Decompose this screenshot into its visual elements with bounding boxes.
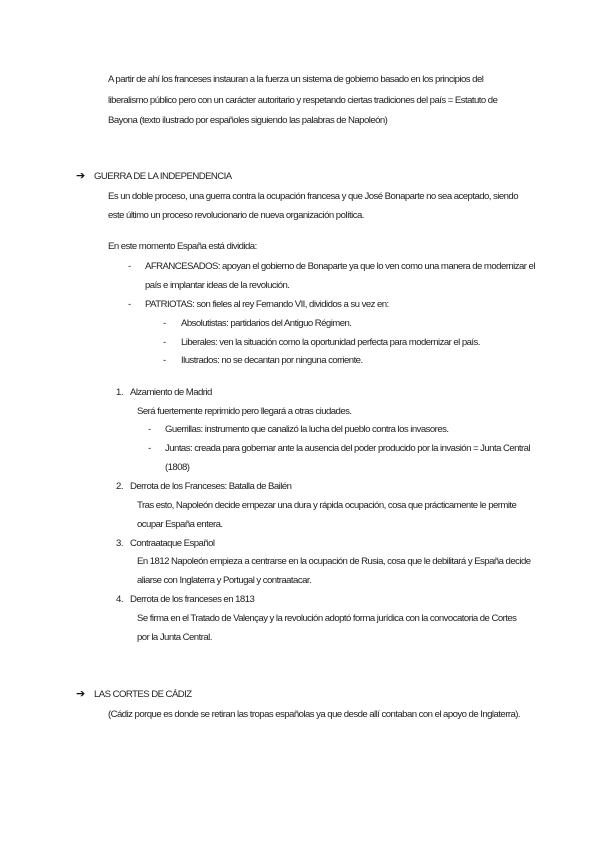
phase-body: Será fuertemente reprimido pero llegará a otras ciudades.: [137, 406, 352, 417]
bullet-dash: -: [148, 443, 152, 454]
section-description: (Cádiz porque es donde se retiran las tropas españolas ya que desde allí contaban con el apoyo de Inglaterra).: [108, 709, 521, 720]
phase-body: aliarse con Inglaterra y Portugal y contraatacar.: [137, 575, 312, 586]
phase-number: 1.: [116, 387, 124, 398]
phase-subitem: Guerrillas: instrumento que canalizó la lucha del pueblo contra los invasores.: [165, 424, 449, 435]
phase-body: Se firma en el Tratado de Valençay y la revolución adoptó forma jurídica con la convocatoria de Cortes: [137, 613, 517, 624]
section-description: este último un proceso revolucionario de nueva organización política.: [108, 210, 364, 221]
subitem-text: Liberales: ven la situación como la oportunidad perfecta para modernizar el país.: [181, 337, 480, 348]
group-text: AFRANCESADOS: apoyan el gobierno de Bonaparte ya que lo ven como una manera de modernizar el: [145, 261, 535, 272]
bullet-dash: -: [163, 337, 167, 348]
intro-line: Bayona (texto ilustrado por españoles siguiendo las palabras de Napoleón): [108, 115, 388, 126]
bullet-dash: -: [128, 299, 132, 310]
right-arrow-icon: ➔: [76, 170, 86, 182]
section-heading: LAS CORTES DE CÁDIZ: [94, 689, 192, 700]
phase-body: por la Junta Central.: [137, 632, 212, 643]
bullet-dash: -: [163, 318, 167, 329]
subitem-text: Absolutistas: partidarios del Antiguo Régimen.: [181, 318, 352, 329]
section-heading: GUERRA DE LA INDEPENDENCIA: [94, 171, 232, 182]
phase-subitem: (1808): [165, 462, 190, 473]
bullet-dash: -: [128, 261, 132, 272]
phase-body: En 1812 Napoleón empieza a centrarse en la ocupación de Rusia, cosa que le debilitará y España decide: [137, 556, 531, 567]
phase-subitem: Juntas: creada para gobernar ante la ausencia del poder producido por la invasión = Junta Central: [165, 443, 531, 454]
phase-title: Alzamiento de Madrid: [130, 387, 212, 398]
bullet-dash: -: [163, 355, 167, 366]
division-intro: En este momento España está dividida:: [108, 241, 257, 252]
bullet-dash: -: [148, 424, 152, 435]
subitem-text: Ilustrados: no se decantan por ninguna corriente.: [181, 355, 363, 366]
phase-number: 3.: [116, 538, 124, 549]
phase-number: 4.: [116, 594, 124, 605]
intro-line: liberalismo público pero con un carácter autoritario y respetando ciertas tradiciones del país = Estatuto de: [108, 95, 498, 106]
right-arrow-icon: ➔: [76, 688, 86, 700]
phase-title: Derrota de los franceses en 1813: [130, 594, 255, 605]
group-text: PATRIOTAS: son fieles al rey Fernando VII, divididos a su vez en:: [145, 299, 389, 310]
phase-body: Tras esto, Napoleón decide empezar una dura y rápida ocupación, cosa que prácticamente le permite: [137, 500, 517, 511]
phase-number: 2.: [116, 481, 124, 492]
section-description: Es un doble proceso, una guerra contra la ocupación francesa y que José Bonaparte no sea aceptado, siendo: [108, 191, 518, 202]
group-text: país e implantar ideas de la revolución.: [145, 280, 290, 291]
phase-title: Contraataque Español: [130, 538, 215, 549]
phase-body: ocupar España entera.: [137, 519, 223, 530]
intro-line: A partir de ahí los franceses instauran a la fuerza un sistema de gobierno basado en los principios del: [108, 74, 484, 85]
phase-title: Derrota de los Franceses: Batalla de Bailén: [130, 481, 292, 492]
